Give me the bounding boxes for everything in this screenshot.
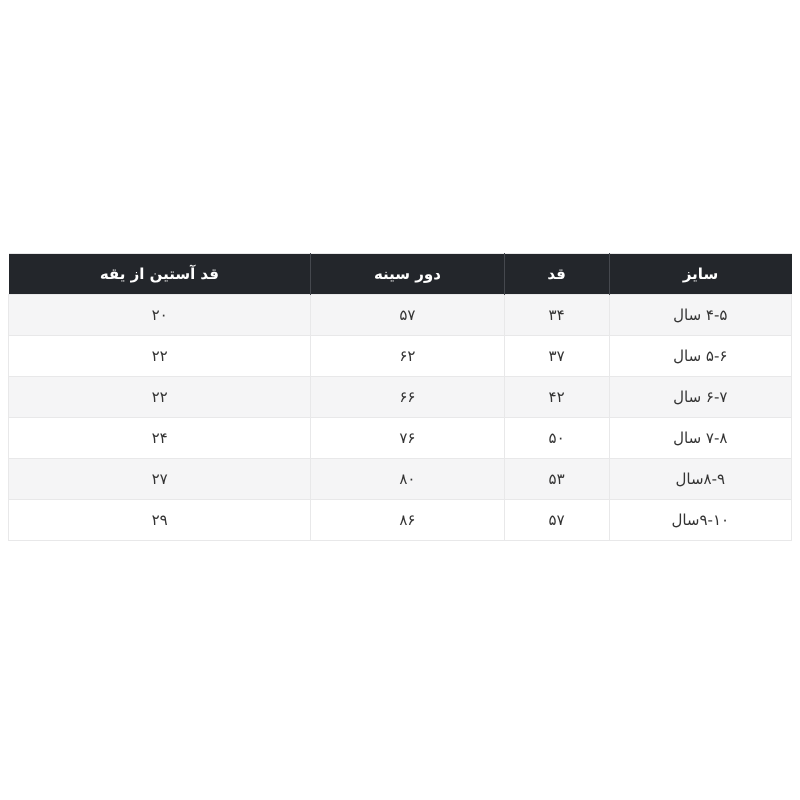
table-cell-size: ۶‎-‎۷ سال — [609, 377, 791, 418]
table-header — [9, 254, 792, 295]
table-cell-chest: ۷۶ — [311, 418, 504, 459]
table-row — [9, 295, 792, 336]
table-cell-size: ۴‎-‎۵ سال — [609, 295, 791, 336]
table-cell-height: ۵۳ — [504, 459, 609, 500]
table-cell-height: ۵۰ — [504, 418, 609, 459]
table-cell-chest: ۶۶ — [311, 377, 504, 418]
table-cell-chest: ۶۲ — [311, 336, 504, 377]
table-row — [9, 459, 792, 500]
table-body — [9, 295, 792, 541]
table-cell-height: ۳۴ — [504, 295, 609, 336]
table-row — [9, 500, 792, 541]
table-cell-size: ۵‎-‎۶ سال — [609, 336, 791, 377]
table-cell-sleeve: ۲۲ — [9, 336, 311, 377]
table-cell-chest: ۸۶ — [311, 500, 504, 541]
table-header-row — [9, 254, 792, 295]
table-cell-chest: ۵۷ — [311, 295, 504, 336]
header-cell-height: قد — [504, 254, 609, 295]
table-cell-height: ۳۷ — [504, 336, 609, 377]
header-cell-sleeve: قد آستین از یقه — [9, 254, 311, 295]
table-cell-size: ۹‎-‎۱۰سال — [609, 500, 791, 541]
table-cell-sleeve: ۲۷ — [9, 459, 311, 500]
table-cell-sleeve: ۲۴ — [9, 418, 311, 459]
table-cell-size: ۸‎-‎۹سال — [609, 459, 791, 500]
table-row — [9, 336, 792, 377]
table-cell-sleeve: ۲۹ — [9, 500, 311, 541]
table-cell-sleeve: ۲۲ — [9, 377, 311, 418]
header-cell-size: سایز — [609, 254, 791, 295]
table-cell-height: ۴۲ — [504, 377, 609, 418]
table-cell-height: ۵۷ — [504, 500, 609, 541]
table-row — [9, 377, 792, 418]
table-cell-size: ۷‎-‎۸ سال — [609, 418, 791, 459]
table-cell-chest: ۸۰ — [311, 459, 504, 500]
table-row — [9, 418, 792, 459]
table-cell-sleeve: ۲۰ — [9, 295, 311, 336]
header-cell-chest: دور سینه — [311, 254, 504, 295]
size-chart-table — [8, 253, 792, 541]
